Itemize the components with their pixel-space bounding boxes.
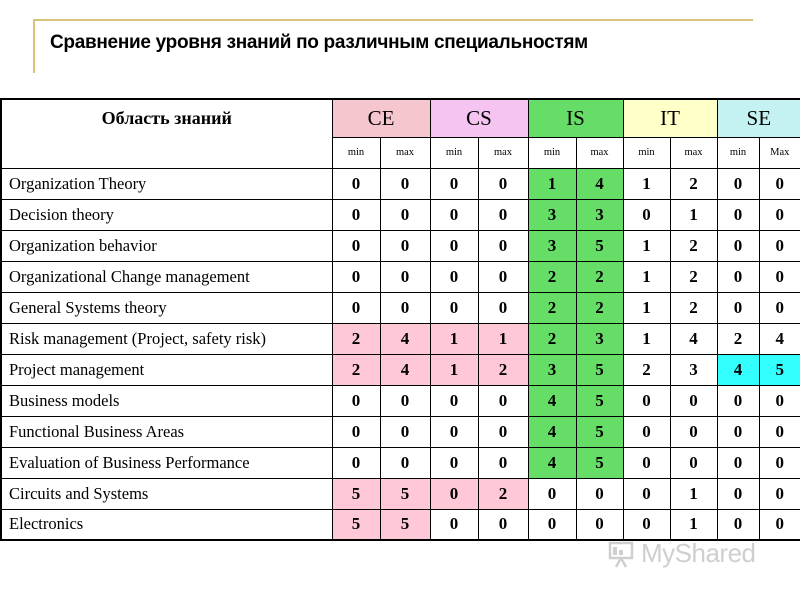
value-cell: 0	[380, 199, 430, 230]
value-cell: 4	[380, 323, 430, 354]
subheader-cell: max	[670, 137, 717, 168]
group-header-ce: CE	[332, 99, 430, 137]
value-cell: 2	[576, 292, 623, 323]
value-cell: 0	[717, 230, 759, 261]
value-cell: 0	[430, 292, 478, 323]
value-cell: 0	[717, 292, 759, 323]
value-cell: 1	[670, 199, 717, 230]
value-cell: 0	[332, 168, 380, 199]
value-cell: 0	[528, 478, 576, 509]
value-cell: 0	[670, 385, 717, 416]
value-cell: 0	[430, 478, 478, 509]
group-header-is: IS	[528, 99, 623, 137]
area-header: Область знаний	[1, 99, 332, 168]
value-cell: 0	[478, 509, 528, 540]
table-row	[1, 323, 800, 354]
value-cell: 1	[430, 323, 478, 354]
value-cell: 4	[528, 416, 576, 447]
presentation-board-icon	[607, 539, 637, 569]
subject-cell: Decision theory	[1, 199, 332, 230]
value-cell: 0	[332, 292, 380, 323]
value-cell: 2	[670, 168, 717, 199]
value-cell: 3	[576, 199, 623, 230]
subheader-cell: min	[332, 137, 380, 168]
title-frame-top-line	[33, 19, 753, 21]
knowledge-comparison-table	[0, 98, 800, 541]
subheader-cell: max	[380, 137, 430, 168]
value-cell: 2	[478, 478, 528, 509]
value-cell: 4	[380, 354, 430, 385]
subject-cell: Organization Theory	[1, 168, 332, 199]
watermark-text: MyShared	[641, 538, 756, 568]
table-row	[1, 354, 800, 385]
value-cell: 0	[332, 385, 380, 416]
value-cell: 0	[430, 447, 478, 478]
table-row	[1, 199, 800, 230]
value-cell: 0	[623, 416, 670, 447]
value-cell: 0	[670, 447, 717, 478]
table-row	[1, 509, 800, 540]
subject-cell: Project management	[1, 354, 332, 385]
group-header-cs: CS	[430, 99, 528, 137]
value-cell: 0	[717, 199, 759, 230]
value-cell: 2	[623, 354, 670, 385]
value-cell: 0	[332, 447, 380, 478]
subject-cell: Evaluation of Business Performance	[1, 447, 332, 478]
value-cell: 1	[528, 168, 576, 199]
watermark	[607, 538, 756, 569]
value-cell: 0	[478, 230, 528, 261]
value-cell: 5	[380, 509, 430, 540]
subject-cell: Risk management (Project, safety risk)	[1, 323, 332, 354]
value-cell: 5	[380, 478, 430, 509]
value-cell: 0	[623, 478, 670, 509]
title-frame-left-line	[33, 19, 35, 73]
value-cell: 0	[717, 385, 759, 416]
value-cell: 1	[623, 323, 670, 354]
subheader-cell: max	[478, 137, 528, 168]
value-cell: 2	[332, 323, 380, 354]
subject-cell: Organization behavior	[1, 230, 332, 261]
value-cell: 0	[430, 385, 478, 416]
value-cell: 0	[332, 230, 380, 261]
group-header-se: SE	[717, 99, 800, 137]
value-cell: 0	[380, 168, 430, 199]
value-cell: 0	[759, 416, 800, 447]
value-cell: 2	[528, 323, 576, 354]
value-cell: 0	[478, 447, 528, 478]
value-cell: 0	[717, 416, 759, 447]
value-cell: 0	[759, 447, 800, 478]
value-cell: 0	[332, 261, 380, 292]
value-cell: 0	[759, 385, 800, 416]
value-cell: 1	[623, 292, 670, 323]
subheader-cell: max	[576, 137, 623, 168]
value-cell: 2	[717, 323, 759, 354]
value-cell: 0	[430, 261, 478, 292]
value-cell: 5	[576, 230, 623, 261]
value-cell: 0	[380, 385, 430, 416]
value-cell: 0	[576, 478, 623, 509]
table-row	[1, 478, 800, 509]
value-cell: 5	[332, 509, 380, 540]
value-cell: 0	[759, 478, 800, 509]
value-cell: 0	[528, 509, 576, 540]
subject-cell: General Systems theory	[1, 292, 332, 323]
subject-cell: Circuits and Systems	[1, 478, 332, 509]
subheader-cell: min	[623, 137, 670, 168]
value-cell: 0	[670, 416, 717, 447]
value-cell: 2	[478, 354, 528, 385]
value-cell: 0	[717, 447, 759, 478]
value-cell: 0	[623, 509, 670, 540]
value-cell: 1	[623, 261, 670, 292]
value-cell: 1	[623, 168, 670, 199]
value-cell: 0	[332, 416, 380, 447]
value-cell: 0	[478, 261, 528, 292]
value-cell: 0	[759, 509, 800, 540]
value-cell: 0	[430, 199, 478, 230]
value-cell: 5	[576, 385, 623, 416]
value-cell: 0	[430, 230, 478, 261]
value-cell: 3	[670, 354, 717, 385]
table-row	[1, 230, 800, 261]
value-cell: 2	[670, 292, 717, 323]
table-row	[1, 261, 800, 292]
value-cell: 3	[576, 323, 623, 354]
value-cell: 3	[528, 199, 576, 230]
value-cell: 0	[430, 168, 478, 199]
value-cell: 1	[430, 354, 478, 385]
subject-cell: Organizational Change management	[1, 261, 332, 292]
value-cell: 0	[623, 385, 670, 416]
value-cell: 0	[623, 447, 670, 478]
value-cell: 0	[478, 199, 528, 230]
value-cell: 4	[670, 323, 717, 354]
value-cell: 0	[623, 199, 670, 230]
value-cell: 2	[576, 261, 623, 292]
value-cell: 1	[670, 478, 717, 509]
value-cell: 4	[528, 385, 576, 416]
value-cell: 0	[430, 416, 478, 447]
value-cell: 0	[759, 168, 800, 199]
value-cell: 0	[576, 509, 623, 540]
table-row	[1, 447, 800, 478]
value-cell: 1	[478, 323, 528, 354]
value-cell: 0	[759, 230, 800, 261]
value-cell: 5	[576, 447, 623, 478]
value-cell: 0	[759, 261, 800, 292]
table-row	[1, 385, 800, 416]
value-cell: 0	[717, 168, 759, 199]
value-cell: 3	[528, 230, 576, 261]
value-cell: 5	[576, 416, 623, 447]
value-cell: 5	[576, 354, 623, 385]
value-cell: 0	[759, 199, 800, 230]
value-cell: 0	[759, 292, 800, 323]
value-cell: 4	[528, 447, 576, 478]
value-cell: 0	[478, 168, 528, 199]
value-cell: 0	[332, 199, 380, 230]
subheader-cell: Max	[759, 137, 800, 168]
subject-cell: Business models	[1, 385, 332, 416]
value-cell: 0	[717, 261, 759, 292]
subject-cell: Functional Business Areas	[1, 416, 332, 447]
subheader-cell: min	[430, 137, 478, 168]
value-cell: 0	[380, 416, 430, 447]
value-cell: 2	[670, 261, 717, 292]
value-cell: 0	[430, 509, 478, 540]
subheader-cell: min	[717, 137, 759, 168]
value-cell: 0	[717, 478, 759, 509]
value-cell: 2	[528, 261, 576, 292]
group-header-row	[1, 99, 800, 137]
subheader-cell: min	[528, 137, 576, 168]
value-cell: 3	[528, 354, 576, 385]
value-cell: 0	[380, 261, 430, 292]
value-cell: 4	[717, 354, 759, 385]
value-cell: 4	[576, 168, 623, 199]
table-row	[1, 168, 800, 199]
value-cell: 0	[380, 292, 430, 323]
value-cell: 5	[332, 478, 380, 509]
slide-title: Сравнение уровня знаний по различным специальностям	[50, 32, 588, 53]
value-cell: 1	[670, 509, 717, 540]
value-cell: 0	[478, 416, 528, 447]
group-header-it: IT	[623, 99, 717, 137]
value-cell: 0	[478, 385, 528, 416]
value-cell: 2	[528, 292, 576, 323]
value-cell: 2	[332, 354, 380, 385]
subject-cell: Electronics	[1, 509, 332, 540]
table-row	[1, 416, 800, 447]
value-cell: 0	[380, 230, 430, 261]
value-cell: 1	[623, 230, 670, 261]
value-cell: 4	[759, 323, 800, 354]
value-cell: 5	[759, 354, 800, 385]
table-row	[1, 292, 800, 323]
value-cell: 0	[478, 292, 528, 323]
value-cell: 2	[670, 230, 717, 261]
value-cell: 0	[717, 509, 759, 540]
value-cell: 0	[380, 447, 430, 478]
